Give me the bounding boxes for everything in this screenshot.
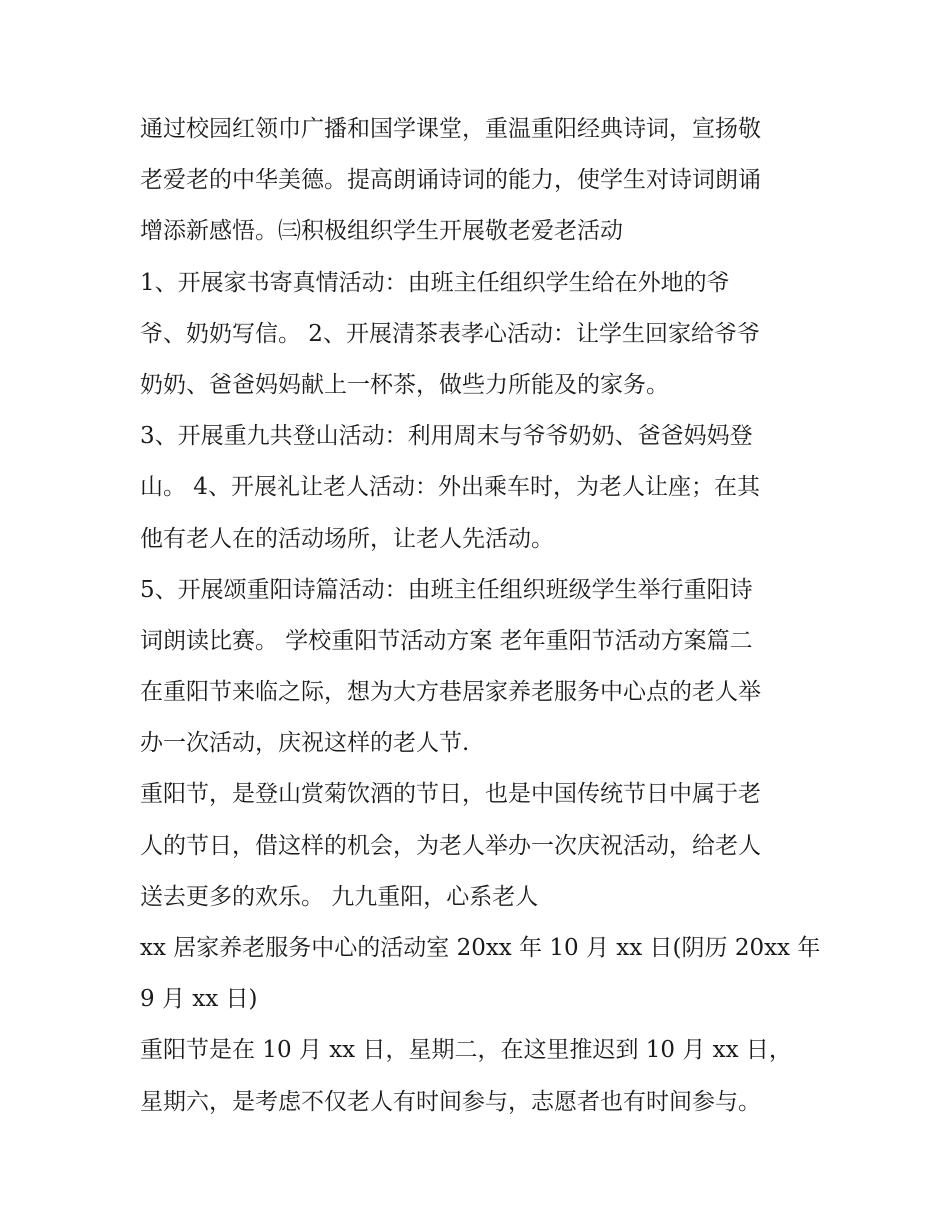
text-line: 星期六，是考虑不仅老人有时间参与，志愿者也有时间参与。 bbox=[140, 1088, 761, 1115]
text-line: 爷、奶奶写信。 2、开展清茶表孝心活动：让学生回家给爷爷 bbox=[140, 320, 760, 347]
text-line: 送去更多的欢乐。 九九重阳，心系老人 bbox=[140, 883, 539, 910]
text-line: 1、开展家书寄真情活动：由班主任组织学生给在外地的爷 bbox=[140, 269, 730, 296]
text-line: 3、开展重九共登山活动：利用周末与爷爷奶奶、爸爸妈妈登 bbox=[140, 423, 753, 450]
text-line: 人的节日，借这样的机会，为老人举办一次庆祝活动，给老人 bbox=[140, 832, 761, 859]
text-line: 通过校园红领巾广播和国学课堂，重温重阳经典诗词，宣扬敬 bbox=[140, 116, 761, 142]
body-text bbox=[140, 104, 830, 1128]
text-line: 老爱老的中华美德。提高朗诵诗词的能力，使学生对诗词朗诵 bbox=[140, 167, 761, 194]
text-line: 5、开展颂重阳诗篇活动：由班主任组织班级学生举行重阳诗 bbox=[140, 576, 753, 603]
text-line: 重阳节是在 10 月 xx 日，星期二，在这里推迟到 10 月 xx 日， bbox=[140, 1037, 792, 1064]
text-line: 重阳节，是登山赏菊饮酒的节日，也是中国传统节日中属于老 bbox=[140, 781, 761, 808]
text-line: 奶奶、爸爸妈妈献上一杯茶，做些力所能及的家务。 bbox=[140, 371, 669, 398]
text-line: xx 居家养老服务中心的活动室 20xx 年 10 月 xx 日(阴历 20xx 年 bbox=[140, 935, 821, 961]
text-line: 增添新感悟。㈢积极组织学生开展敬老爱老活动 bbox=[140, 218, 623, 245]
text-line: 9 月 xx 日) bbox=[140, 986, 258, 1013]
text-line: 他有老人在的活动场所，让老人先活动。 bbox=[140, 525, 554, 552]
text-line: 山。 4、开展礼让老人活动：外出乘车时，为老人让座；在其 bbox=[140, 474, 760, 501]
text-line: 在重阳节来临之际，想为大方巷居家养老服务中心点的老人举 bbox=[140, 679, 761, 706]
text-line: 词朗读比赛。 学校重阳节活动方案 老年重阳节活动方案篇二 bbox=[140, 627, 753, 654]
text-line: 办一次活动，庆祝这样的老人节. bbox=[140, 730, 470, 757]
